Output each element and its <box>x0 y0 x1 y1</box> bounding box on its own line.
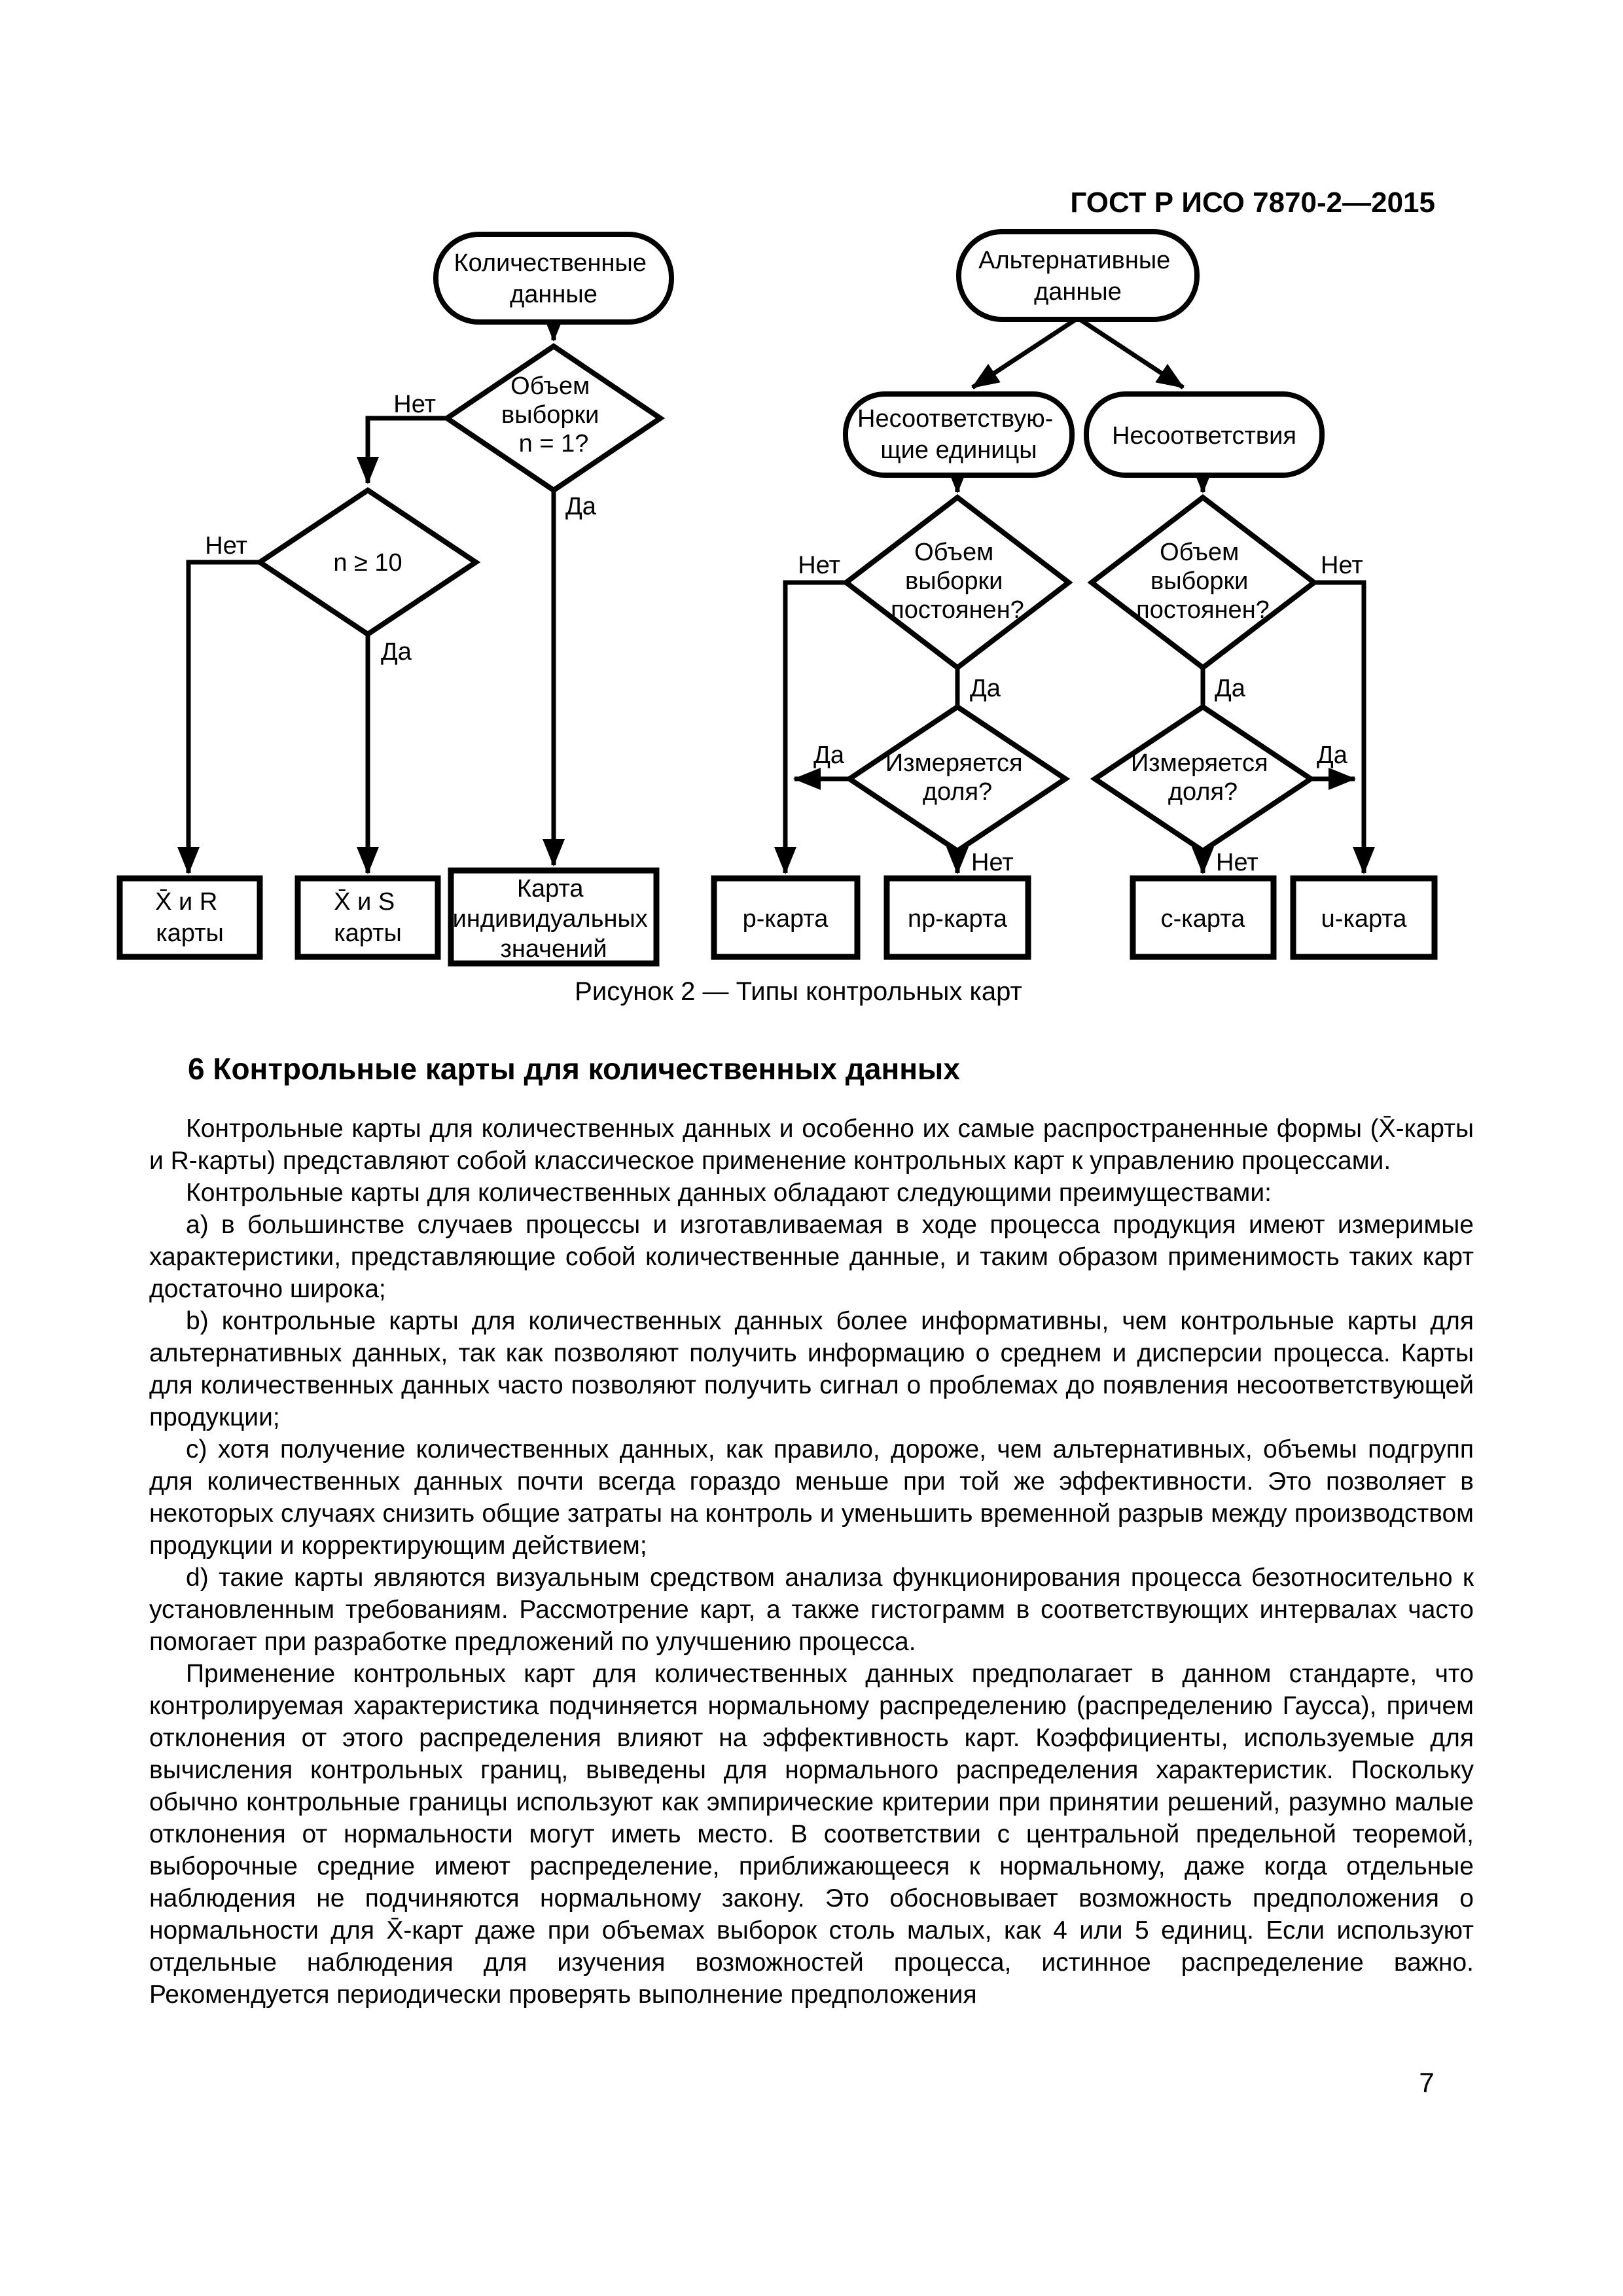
page-number: 7 <box>1419 2067 1435 2098</box>
svg-text:p-карта: p-карта <box>742 905 829 933</box>
section-heading: 6 Контрольные карты для количественных данных <box>188 1052 960 1086</box>
node-nonconformities <box>1086 394 1322 475</box>
arrow-const-left-no <box>785 583 846 873</box>
svg-text:Карта индивидуальных: Карта индивидуальных значений <box>452 875 648 963</box>
svg-text:X̄ и R карты: X̄ и R карты <box>155 888 224 947</box>
node-nonconforming-units <box>846 394 1072 475</box>
result-box-np-chart <box>887 878 1028 957</box>
node-alternative-data <box>959 232 1197 319</box>
figure-2-flowchart <box>0 223 1623 1014</box>
arrow-const-right-no <box>1314 583 1364 873</box>
svg-text:X̄ и S карты: X̄ и S карты <box>334 888 402 947</box>
arrow-n1-no <box>368 418 447 483</box>
decision-n-ge-10 <box>260 490 476 634</box>
paragraph-item-d: d) такие карты являются визуальным средством анализа функционирования процесса безотносительно к установленным требованиям. Рассмотрение карт, а также гистограмм в соответствующих интервалах часто помогает при разработке предложений по улучшению процесса. <box>149 1564 1474 1656</box>
result-box-p-chart <box>714 878 857 957</box>
label-n10-no: Нет <box>205 532 247 560</box>
svg-text:np-карта: np-карта <box>908 905 1007 933</box>
result-box-u-chart <box>1293 878 1435 957</box>
arrow-n10-no <box>188 562 260 873</box>
svg-text:Объем выборки: Объем выборки постоянен? <box>1136 539 1270 624</box>
svg-text:u-карта: u-карта <box>1321 905 1407 933</box>
svg-text:Несоответствую- щие ед: Несоответствую- щие единицы <box>857 405 1054 464</box>
svg-text:Количественные данные: Количественные данные <box>454 249 647 308</box>
decision-proportion-left <box>849 707 1065 851</box>
figure-caption: Рисунок 2 — Типы контрольных карт <box>575 977 1022 1006</box>
label-const-right-yes: Да <box>1215 675 1245 702</box>
svg-text:Объем выборки: Объем выборки n = 1? <box>501 372 599 457</box>
svg-text:Альтернативные данные: Альтернативные данные <box>978 247 1171 306</box>
label-n1-no: Нет <box>393 391 436 418</box>
paragraph-advantages: Контрольные карты для количественных данных обладают следующими преимуществами: <box>186 1179 1272 1207</box>
body-text <box>149 1113 1474 2011</box>
paragraph-normality: Применение контрольных карт для количественных данных предполагает в данном стандарте, что контролируемая характеристика подчиняется нормальному распределению (распределению Гаусса), причем отклонения от этого распределения влияют на эффективность карт. Коэффициенты, используемые для вычисления контрольных границ, выведены для нормального распределения характеристик. Поскольку обычно контрольные границы используют как эмпирические критерии при принятии решений, разумно малые отклонения от нормальности могут иметь место. В соответствии с центральной предельной теоремой, выборочные средние имеют распределение, приближающееся к нормальному, даже когда отдельные наблюдения не подчиняются нормальному закону. Это обосновывает возможность предположения о нормальности для X̄-карт даже при объемах выборок столь малых, как 4 или 5 единиц. Если используют отдельные наблюдения для изучения возможностей процесса, истинное распределение важно. Рекомендуется периодически проверять выполнение предположения <box>149 1660 1474 2009</box>
decision-proportion-right <box>1095 707 1311 851</box>
svg-text:n ≥ 10: n ≥ 10 <box>333 549 402 577</box>
label-prop-right-yes: Да <box>1317 742 1347 769</box>
paragraph-item-b: b) контрольные карты для количественных данных более информативны, чем контрольные карты для альтернативных данных, так как позволяют получить информацию о среднем и дисперсии процесса. Карты для количественных данных часто позволяют получить сигнал о проблемах до появления несоответствующей продукции; <box>149 1307 1474 1431</box>
label-prop-left-yes: Да <box>813 742 844 769</box>
result-box-c-chart <box>1133 878 1274 957</box>
result-box-individuals <box>451 870 656 963</box>
document-code-header: ГОСТ Р ИСО 7870-2—2015 <box>1070 187 1435 219</box>
decision-sample-constant-left <box>846 497 1069 668</box>
paragraph-intro: Контрольные карты для количественных данных и особенно их самые распространенные формы (X̄-карты и R-карты) представляют собой классическое применение контрольных карт к управлению процессами. <box>149 1115 1474 1175</box>
decision-sample-size-n1 <box>447 346 660 490</box>
arrow-alt-to-units <box>972 318 1078 387</box>
decision-sample-constant-right <box>1092 497 1314 668</box>
svg-text:Несоответствия: Несоответствия <box>1112 422 1296 450</box>
svg-text:Объем выборки: Объем выборки постоянен? <box>891 539 1024 624</box>
result-box-xbar-s <box>298 878 438 957</box>
result-box-xbar-r <box>120 878 260 957</box>
arrow-alt-to-nonconf <box>1078 318 1183 387</box>
label-n1-yes: Да <box>565 493 596 520</box>
label-n10-yes: Да <box>381 638 412 666</box>
paragraph-item-c: c) хотя получение количественных данных, как правило, дороже, чем альтернативных, объемы подгрупп для количественных данных почти всегда гораздо меньше при той же эффективности. Это позволяет в некоторых случаях снизить общие затраты на контроль и уменьшить временной разрыв между производством продукции и корректирующим действием; <box>149 1435 1474 1560</box>
svg-text:Измеряется доля?: Измеряется доля? <box>1130 749 1268 806</box>
label-const-right-no: Нет <box>1321 552 1363 579</box>
label-prop-right-no: Нет <box>1216 849 1258 876</box>
label-prop-left-no: Нет <box>971 849 1014 876</box>
label-const-left-no: Нет <box>798 552 840 579</box>
svg-text:c-карта: c-карта <box>1160 905 1245 933</box>
paragraph-item-a: a) в большинстве случаев процессы и изготавливаемая в ходе процесса продукция имеют измеримые характеристики, представляющие собой количественные данные, и таким образом применимость таких карт достаточно широка; <box>149 1211 1474 1303</box>
label-const-left-yes: Да <box>970 675 1001 702</box>
svg-text:Измеряется доля?: Измеряется доля? <box>885 749 1023 806</box>
node-quantitative-data <box>436 234 671 322</box>
